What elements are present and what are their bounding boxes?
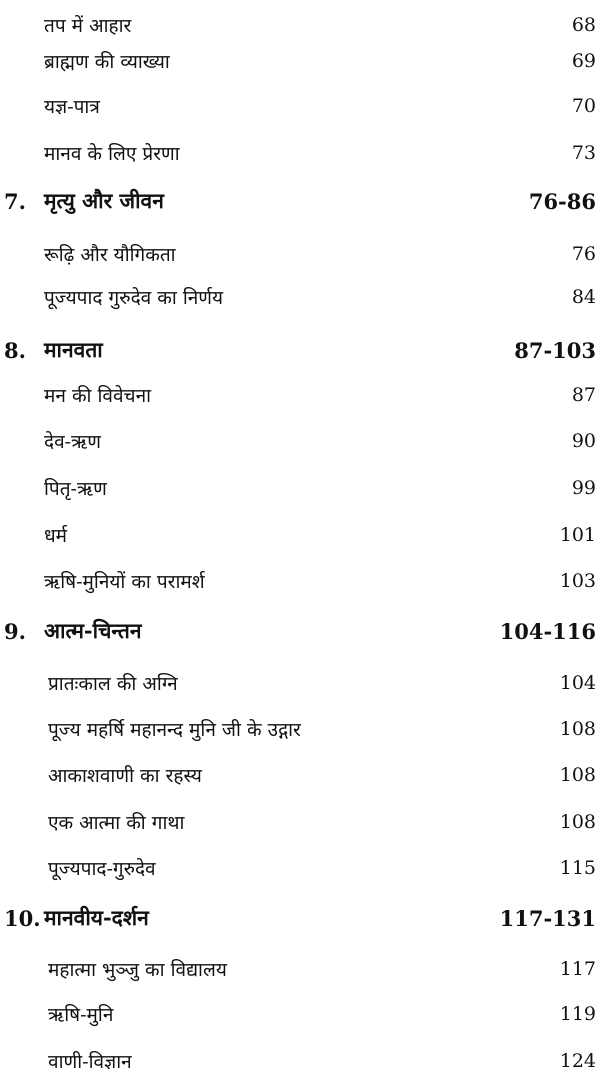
entry-page-number: 119	[559, 1003, 596, 1025]
toc-entry-row	[0, 946, 600, 992]
entry-title: प्रातःकाल की अग्नि	[48, 673, 178, 695]
entry-title: पूज्य महर्षि महानन्द मुनि जी के उद्गार	[48, 719, 301, 741]
entry-page-number: 103	[559, 570, 596, 592]
chapter-title: मृत्यु और जीवन	[44, 188, 164, 213]
chapter-number: 7.	[4, 188, 26, 214]
chapter-title: मानवीय-दर्शन	[44, 905, 149, 930]
entry-title: मन की विवेचना	[44, 385, 152, 407]
chapter-number: 8.	[4, 337, 26, 363]
chapter-page-range: 76-86	[528, 188, 596, 214]
chapter-page-range: 117-131	[499, 905, 596, 931]
entry-title: तप में आहार	[44, 15, 132, 37]
entry-title: आकाशवाणी का रहस्य	[48, 765, 202, 787]
entry-title: पितृ-ऋण	[44, 478, 107, 500]
toc-entry-row	[0, 845, 600, 891]
toc-entry-row	[0, 660, 600, 706]
chapter-number: 9.	[4, 618, 26, 644]
entry-page-number: 70	[571, 95, 596, 117]
entry-page-number: 124	[559, 1050, 596, 1072]
entry-title: पूज्यपाद-गुरुदेव	[48, 858, 156, 880]
entry-page-number: 99	[571, 477, 596, 499]
chapter-title: आत्म-चिन्तन	[44, 618, 142, 643]
entry-title: धर्म	[44, 525, 68, 547]
entry-page-number: 73	[571, 142, 596, 164]
entry-title: मानव के लिए प्रेरणा	[44, 143, 180, 165]
toc-entry-row	[0, 1038, 600, 1084]
toc-entry-row	[0, 512, 600, 558]
entry-page-number: 108	[559, 764, 596, 786]
toc-entry-row	[0, 799, 600, 845]
entry-page-number: 104	[559, 672, 596, 694]
toc-entry-row	[0, 231, 600, 277]
toc-entry-row	[0, 83, 600, 129]
entry-page-number: 68	[571, 14, 596, 36]
entry-page-number: 69	[571, 50, 596, 72]
toc-chapter-row	[0, 178, 600, 224]
entry-title: ऋषि-मुनि	[48, 1004, 114, 1026]
entry-page-number: 108	[559, 811, 596, 833]
entry-page-number: 84	[571, 286, 596, 308]
entry-page-number: 101	[559, 524, 596, 546]
entry-title: ब्राह्मण की व्याख्या	[44, 51, 170, 73]
toc-chapter-row	[0, 608, 600, 654]
toc-entry-row	[0, 418, 600, 464]
chapter-number: 10.	[4, 905, 41, 931]
entry-title: महात्मा भुञ्जु का विद्यालय	[48, 959, 227, 981]
entry-page-number: 87	[571, 384, 596, 406]
toc-chapter-row	[0, 327, 600, 373]
toc-entry-row	[0, 558, 600, 604]
entry-title: एक आत्मा की गाथा	[48, 812, 185, 834]
entry-title: यज्ञ-पात्र	[44, 96, 100, 118]
toc-entry-row	[0, 752, 600, 798]
toc-entry-row	[0, 991, 600, 1037]
chapter-page-range: 87-103	[514, 337, 596, 363]
entry-page-number: 117	[559, 958, 596, 980]
entry-page-number: 115	[559, 857, 596, 879]
toc-entry-row	[0, 130, 600, 176]
entry-title: रूढ़ि और यौगिकता	[44, 244, 176, 266]
entry-page-number: 108	[559, 718, 596, 740]
entry-title: वाणी-विज्ञान	[48, 1051, 132, 1073]
toc-entry-row	[0, 372, 600, 418]
entry-page-number: 90	[571, 430, 596, 452]
chapter-title: मानवता	[44, 337, 103, 362]
entry-title: देव-ऋण	[44, 431, 102, 453]
toc-entry-row	[0, 465, 600, 511]
entry-page-number: 76	[571, 243, 596, 265]
chapter-page-range: 104-116	[499, 618, 596, 644]
toc-chapter-row	[0, 895, 600, 941]
toc-entry-row	[0, 38, 600, 84]
entry-title: पूज्यपाद गुरुदेव का निर्णय	[44, 287, 224, 309]
toc-entry-row	[0, 706, 600, 752]
toc-entry-row	[0, 274, 600, 320]
entry-title: ऋषि-मुनियों का परामर्श	[44, 571, 205, 593]
